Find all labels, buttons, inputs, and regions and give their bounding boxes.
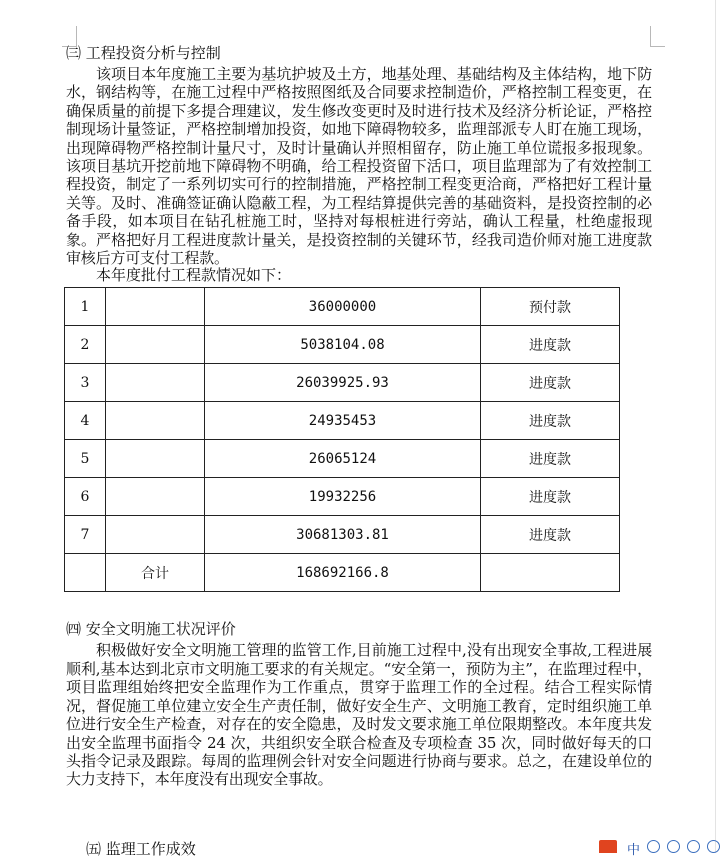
table-intro: 本年度批付工程款情况如下：: [96, 266, 292, 285]
cell-amount: 30681303.81: [205, 516, 481, 554]
cell-index: 7: [65, 516, 106, 554]
cell-payment-type: 进度款: [481, 478, 620, 516]
table-row: [65, 440, 620, 478]
ime-mic-icon[interactable]: [667, 840, 680, 853]
section4-paragraph: 积极做好安全文明施工管理的监管工作,目前施工过程中,没有出现安全事故,工程进展顺利,基本达到北京市文明施工要求的有关规定。“安全第一，预防为主”，在监理过程中，项目监理组始终把安全监理作为工作重点，贯穿于监理工作的全过程。结合工程实际情况，督促施工单位建立安全生产责任制，做好安全生产、文明施工教育，定时组织施工单位进行安全生产检查，对存在的安全隐患，及时发文要求施工单位限期整改。本年度共发出安全监理书面指令 24 次，共组织安全联合检查及专项检查 35 次，同时做好每天的口头指令记录及跟踪。每周的监理例会针对安全问题进行协商与要求。总之，在建设单位的大力支持下，本年度没有出现安全事故。: [66, 641, 652, 789]
cell-name: [106, 516, 205, 554]
cell-name: 合计: [106, 554, 205, 592]
page-corner-mark-top-right: [650, 26, 665, 47]
section3-paragraph: 该项目本年度施工主要为基坑护坡及土方，地基处理、基础结构及主体结构，地下防水，钢结构等，在施工过程中严格按照图纸及合同要求控制造价，严格控制工程变更，在确保质量的前提下多提合理建议，发生修改变更时及时进行技术及经济分析论证，严格控制现场计量签证，严格控制增加投资，如地下障碍物较多，监理部派专人盯在施工现场，出现障碍物严格控制计量尺寸，及时计量确认并照相留存，防止施工单位谎报多报现象。该项目基坑开挖前地下障碍物不明确，给工程投资留下活口，项目监理部为了有效控制工程投资，制定了一系列切实可行的控制措施，严格控制工程变更洽商，严格把好工程计量关等。及时、准确签证确认隐蔽工程，为工程结算提供完善的基础资料，是投资控制的必备手段，如本项目在钻孔桩施工时，坚持对每根桩进行旁站，确认工程量，杜绝虚报现象。严格把好月工程进度款计量关，是投资控制的关键环节，经我司造价师对施工进度款审核后方可支付工程款。: [66, 65, 652, 268]
table-row: [65, 364, 620, 402]
cell-name: [106, 402, 205, 440]
ime-settings-icon[interactable]: [707, 840, 720, 853]
cell-name: [106, 364, 205, 402]
cell-payment-type: 进度款: [481, 440, 620, 478]
cell-payment-type: 进度款: [481, 516, 620, 554]
cell-index: 4: [65, 402, 106, 440]
table-row: [65, 516, 620, 554]
page-edge-line: [715, 0, 716, 853]
section3-heading: ㈢ 工程投资分析与控制: [66, 44, 221, 62]
cell-payment-type: 进度款: [481, 402, 620, 440]
cell-name: [106, 326, 205, 364]
cell-amount: 24935453: [205, 402, 481, 440]
table-row: [65, 478, 620, 516]
cell-index: 6: [65, 478, 106, 516]
cell-index: [65, 554, 106, 592]
table-total-row: [65, 554, 620, 592]
cell-index: 2: [65, 326, 106, 364]
cell-payment-type: 进度款: [481, 364, 620, 402]
cell-amount: 26065124: [205, 440, 481, 478]
cell-amount: 36000000: [205, 288, 481, 326]
cell-amount: 5038104.08: [205, 326, 481, 364]
next-section-heading-partial: ㈤ 监理工作成效: [86, 840, 196, 858]
cell-name: [106, 440, 205, 478]
ime-punctuation-icon[interactable]: [647, 840, 660, 853]
cell-amount: 168692166.8: [205, 554, 481, 592]
cell-index: 5: [65, 440, 106, 478]
ime-toolbar[interactable]: [597, 838, 727, 858]
cell-amount: 26039925.93: [205, 364, 481, 402]
document-body: [66, 44, 652, 789]
cell-payment-type: 进度款: [481, 326, 620, 364]
cell-amount: 19932256: [205, 478, 481, 516]
table-row: [65, 288, 620, 326]
cell-name: [106, 288, 205, 326]
ime-language-label[interactable]: 中: [627, 843, 641, 858]
cell-payment-type: [481, 554, 620, 592]
cell-index: 1: [65, 288, 106, 326]
table-row: [65, 326, 620, 364]
payments-table: [64, 287, 620, 592]
table-row: [65, 402, 620, 440]
cell-payment-type: 预付款: [481, 288, 620, 326]
ime-logo-icon[interactable]: [599, 840, 617, 853]
ime-keyboard-icon[interactable]: [687, 840, 700, 853]
section4-heading: ㈣ 安全文明施工状况评价: [66, 620, 236, 639]
cell-index: 3: [65, 364, 106, 402]
cell-name: [106, 478, 205, 516]
